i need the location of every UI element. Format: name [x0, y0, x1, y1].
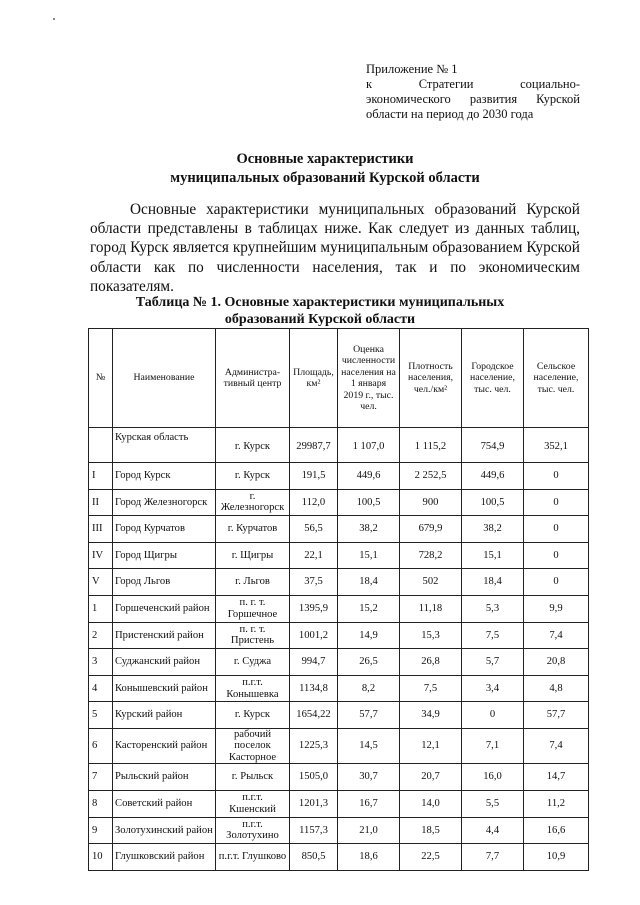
cell-urban: 449,6: [462, 463, 524, 490]
cell-population: 26,5: [338, 649, 400, 676]
cell-rural: 352,1: [524, 428, 589, 463]
cell-number: 2: [89, 622, 113, 649]
cell-density: 34,9: [400, 702, 462, 729]
cell-admin-center: п.г.т. Кшенский: [216, 791, 290, 818]
cell-name: Город Щигры: [113, 542, 216, 569]
cell-number: 5: [89, 702, 113, 729]
cell-admin-center: г. Курчатов: [216, 516, 290, 543]
cell-density: 502: [400, 569, 462, 596]
table-row: [89, 844, 589, 871]
cell-area: 1157,3: [290, 817, 338, 844]
table-row: [89, 428, 589, 463]
cell-number: 8: [89, 791, 113, 818]
cell-name: Золотухинский район: [113, 817, 216, 844]
cell-area: 1201,3: [290, 791, 338, 818]
cell-name: Конышевский район: [113, 675, 216, 702]
cell-urban: 7,5: [462, 622, 524, 649]
cell-number: V: [89, 569, 113, 596]
table-row: [89, 764, 589, 791]
cell-population: 18,6: [338, 844, 400, 871]
cell-urban: 3,4: [462, 675, 524, 702]
cell-rural: 0: [524, 489, 589, 516]
cell-density: 728,2: [400, 542, 462, 569]
cell-admin-center: г. Рыльск: [216, 764, 290, 791]
cell-admin-center: п.г.т. Конышевка: [216, 675, 290, 702]
cell-area: 56,5: [290, 516, 338, 543]
cell-population: 30,7: [338, 764, 400, 791]
cell-area: 29987,7: [290, 428, 338, 463]
cell-rural: 11,2: [524, 791, 589, 818]
table-row: [89, 675, 589, 702]
cell-area: 850,5: [290, 844, 338, 871]
appendix-line-2: к Стратегии социально-: [366, 77, 580, 91]
cell-name: Советский район: [113, 791, 216, 818]
heading-line-2: муниципальных образований Курской области: [170, 170, 480, 186]
cell-population: 449,6: [338, 463, 400, 490]
cell-density: 7,5: [400, 675, 462, 702]
cell-area: 1395,9: [290, 595, 338, 622]
municipalities-table: [88, 328, 589, 871]
table-row: [89, 728, 589, 764]
cell-rural: 7,4: [524, 728, 589, 764]
cell-name: Пристенский район: [113, 622, 216, 649]
table-row: [89, 516, 589, 543]
cell-admin-center: п. г. т. Пристень: [216, 622, 290, 649]
document-heading: [0, 150, 640, 188]
cell-urban: 5,7: [462, 649, 524, 676]
cell-rural: 0: [524, 516, 589, 543]
cell-admin-center: рабочий поселок Касторное: [216, 728, 290, 764]
cell-number: 1: [89, 595, 113, 622]
cell-number: 7: [89, 764, 113, 791]
cell-rural: 0: [524, 569, 589, 596]
cell-number: III: [89, 516, 113, 543]
cell-name: Суджанский район: [113, 649, 216, 676]
cell-name: Касторенский район: [113, 728, 216, 764]
cell-population: 18,4: [338, 569, 400, 596]
table-caption-line-1: Таблица № 1. Основные характеристики муниципальных: [135, 295, 505, 310]
intro-text: Основные характеристики муниципальных образований Курской области представлены в таблицах ниже. Как следует из данных таблиц, город Курск является крупнейшим муниципальным образованием Курской области как по численности населения, так и по экономическим показателям.: [90, 201, 580, 295]
cell-urban: 5,5: [462, 791, 524, 818]
appendix-note: [366, 62, 580, 122]
cell-density: 20,7: [400, 764, 462, 791]
table-row: [89, 569, 589, 596]
table-row: [89, 542, 589, 569]
cell-urban: 100,5: [462, 489, 524, 516]
cell-density: 18,5: [400, 817, 462, 844]
cell-admin-center: п.г.т. Золотухино: [216, 817, 290, 844]
cell-rural: 9,9: [524, 595, 589, 622]
header-admin-center: Администра-тивный центр: [216, 329, 290, 428]
table-caption: [0, 294, 640, 328]
appendix-line-3: экономического развития Курской: [366, 92, 580, 106]
table-header-row: [89, 329, 589, 428]
cell-number: 9: [89, 817, 113, 844]
cell-rural: 4,8: [524, 675, 589, 702]
cell-area: 191,5: [290, 463, 338, 490]
cell-admin-center: г. Суджа: [216, 649, 290, 676]
header-name: Наименование: [113, 329, 216, 428]
cell-name: Город Льгов: [113, 569, 216, 596]
cell-rural: 57,7: [524, 702, 589, 729]
cell-admin-center: г. Железногорск: [216, 489, 290, 516]
cell-density: 14,0: [400, 791, 462, 818]
cell-area: 1225,3: [290, 728, 338, 764]
cell-urban: 18,4: [462, 569, 524, 596]
cell-population: 14,9: [338, 622, 400, 649]
table-row: [89, 791, 589, 818]
table-row: [89, 702, 589, 729]
cell-urban: 15,1: [462, 542, 524, 569]
cell-admin-center: п.г.т. Глушково: [216, 844, 290, 871]
cell-name: Город Курчатов: [113, 516, 216, 543]
cell-rural: 0: [524, 542, 589, 569]
cell-density: 1 115,2: [400, 428, 462, 463]
cell-density: 900: [400, 489, 462, 516]
header-number: №: [89, 329, 113, 428]
cell-area: 1505,0: [290, 764, 338, 791]
cell-urban: 7,1: [462, 728, 524, 764]
cell-admin-center: г. Льгов: [216, 569, 290, 596]
table-caption-line-2: образований Курской области: [224, 312, 416, 327]
table-row: [89, 622, 589, 649]
cell-urban: 0: [462, 702, 524, 729]
cell-area: 1654,22: [290, 702, 338, 729]
table-row: [89, 595, 589, 622]
cell-rural: 16,6: [524, 817, 589, 844]
cell-number: I: [89, 463, 113, 490]
cell-density: 2 252,5: [400, 463, 462, 490]
intro-paragraph: [90, 200, 580, 296]
cell-name: Курская область: [113, 428, 216, 463]
cell-area: 994,7: [290, 649, 338, 676]
cell-urban: 5,3: [462, 595, 524, 622]
cell-name: Горшеченский район: [113, 595, 216, 622]
cell-population: 15,1: [338, 542, 400, 569]
cell-admin-center: г. Щигры: [216, 542, 290, 569]
cell-population: 16,7: [338, 791, 400, 818]
table-row: [89, 817, 589, 844]
cell-urban: 16,0: [462, 764, 524, 791]
table-row: [89, 463, 589, 490]
cell-admin-center: г. Курск: [216, 463, 290, 490]
cell-population: 100,5: [338, 489, 400, 516]
cell-rural: 14,7: [524, 764, 589, 791]
cell-urban: 7,7: [462, 844, 524, 871]
cell-urban: 4,4: [462, 817, 524, 844]
header-rural: Сельское население, тыс. чел.: [524, 329, 589, 428]
header-area: Площадь, км²: [290, 329, 338, 428]
appendix-line-1: Приложение № 1: [366, 62, 458, 76]
cell-population: 1 107,0: [338, 428, 400, 463]
cell-density: 15,3: [400, 622, 462, 649]
cell-rural: 7,4: [524, 622, 589, 649]
cell-population: 15,2: [338, 595, 400, 622]
cell-urban: 38,2: [462, 516, 524, 543]
scan-mark: [53, 18, 55, 20]
cell-density: 26,8: [400, 649, 462, 676]
cell-number: 10: [89, 844, 113, 871]
header-density: Плотность населения, чел./км²: [400, 329, 462, 428]
cell-name: Курский район: [113, 702, 216, 729]
cell-name: Город Железногорск: [113, 489, 216, 516]
cell-number: IV: [89, 542, 113, 569]
cell-population: 8,2: [338, 675, 400, 702]
cell-admin-center: г. Курск: [216, 428, 290, 463]
cell-population: 38,2: [338, 516, 400, 543]
cell-area: 37,5: [290, 569, 338, 596]
cell-rural: 0: [524, 463, 589, 490]
cell-admin-center: г. Курск: [216, 702, 290, 729]
heading-line-1: Основные характеристики: [236, 151, 414, 167]
cell-number: [89, 428, 113, 463]
cell-rural: 20,8: [524, 649, 589, 676]
cell-density: 12,1: [400, 728, 462, 764]
cell-number: II: [89, 489, 113, 516]
cell-population: 21,0: [338, 817, 400, 844]
table-row: [89, 489, 589, 516]
cell-name: Рыльский район: [113, 764, 216, 791]
cell-population: 14,5: [338, 728, 400, 764]
header-urban: Городское население, тыс. чел.: [462, 329, 524, 428]
cell-urban: 754,9: [462, 428, 524, 463]
cell-name: Город Курск: [113, 463, 216, 490]
cell-density: 22,5: [400, 844, 462, 871]
cell-density: 11,18: [400, 595, 462, 622]
cell-area: 1001,2: [290, 622, 338, 649]
cell-density: 679,9: [400, 516, 462, 543]
cell-number: 4: [89, 675, 113, 702]
cell-number: 3: [89, 649, 113, 676]
cell-rural: 10,9: [524, 844, 589, 871]
header-population: Оценка численности населения на 1 января 2019 г., тыс. чел.: [338, 329, 400, 428]
appendix-line-4: области на период до 2030 года: [366, 107, 534, 121]
cell-name: Глушковский район: [113, 844, 216, 871]
cell-admin-center: п. г. т. Горшечное: [216, 595, 290, 622]
cell-area: 22,1: [290, 542, 338, 569]
cell-number: 6: [89, 728, 113, 764]
cell-population: 57,7: [338, 702, 400, 729]
cell-area: 1134,8: [290, 675, 338, 702]
table-row: [89, 649, 589, 676]
cell-area: 112,0: [290, 489, 338, 516]
